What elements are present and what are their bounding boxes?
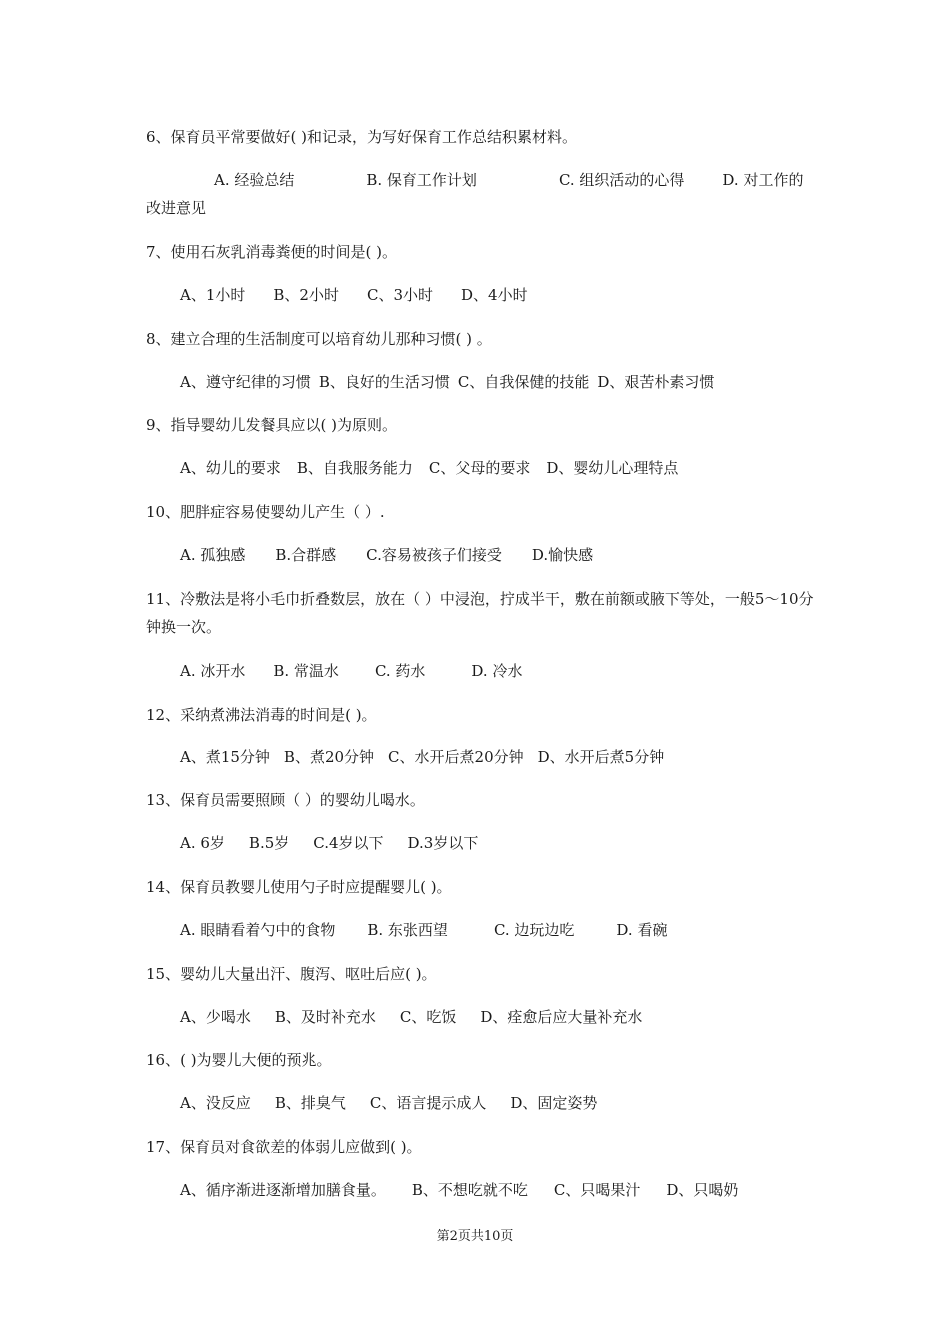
question-17: 17、保育员对食欲差的体弱儿应做到( )。 (146, 1138, 422, 1156)
option-8a: A、遵守纪律的习惯 (180, 373, 311, 391)
question-12: 12、采纳煮沸法消毒的时间是( )。 (146, 706, 377, 724)
option-14d: D. 看碗 (616, 921, 668, 939)
options-8 (180, 368, 820, 396)
option-14a: A. 眼睛看着勺中的食物 (180, 921, 336, 939)
option-15a: A、少喝水 (180, 1008, 251, 1026)
option-14c: C. 边玩边吃 (493, 921, 575, 939)
option-7a: A、1小时 (180, 286, 246, 304)
question-14: 14、保育员教婴儿使用勺子时应提醒婴儿( )。 (146, 878, 452, 896)
option-6b: B. 保育工作计划 (366, 171, 477, 189)
question-8: 8、建立合理的生活制度可以培育幼儿那种习惯( ) 。 (146, 330, 492, 348)
option-8d: D、艰苦朴素习惯 (597, 373, 715, 391)
option-17a: A、循序渐进逐渐增加膳食量。 (180, 1181, 386, 1199)
option-11c: C. 药水 (374, 662, 426, 680)
option-16b: B、排臭气 (274, 1094, 346, 1112)
option-9d: D、婴幼儿心理特点 (546, 459, 679, 477)
options-14 (180, 916, 820, 944)
option-15c: C、吃饭 (399, 1008, 457, 1026)
option-12b: B、煮20分钟 (283, 748, 375, 766)
question-6: 6、保育员平常要做好( )和记录，为写好保育工作总结积累材料。 (146, 128, 578, 146)
page-number-footer: 第2页共10页 (436, 1229, 514, 1244)
question-10: 10、肥胖症容易使婴幼儿产生（ ）. (146, 503, 385, 521)
option-10d: D.愉快感 (531, 546, 594, 564)
options-17 (180, 1176, 820, 1204)
question-11: 11、冷敷法是将小毛巾折叠数层，放在（ ）中浸泡，拧成半干，敷在前额或腋下等处，一般5～10分钟换一次。 (146, 590, 814, 636)
options-11 (180, 657, 820, 685)
option-10c: C.容易被孩子们接受 (366, 546, 502, 564)
option-12a: A、煮15分钟 (180, 748, 270, 766)
question-13: 13、保育员需要照顾（ ）的婴幼儿喝水。 (146, 791, 425, 809)
option-10b: B.合群感 (275, 546, 337, 564)
option-17d: D、只喝奶 (666, 1181, 739, 1199)
option-15d: D、痊愈后应大量补充水 (480, 1008, 643, 1026)
option-13a: A. 6岁 (180, 834, 225, 852)
option-7b: B、2小时 (273, 286, 339, 304)
option-12d: D、水开后煮5分钟 (537, 748, 665, 766)
option-6d: D. 对工作的改进意见 (146, 171, 804, 217)
option-9c: C、父母的要求 (428, 459, 531, 477)
options-9 (180, 454, 820, 482)
option-9b: B、自我服务能力 (296, 459, 413, 477)
option-12c: C、水开后煮20分钟 (388, 748, 524, 766)
option-11a: A. 冰开水 (180, 662, 246, 680)
option-7d: D、4小时 (461, 286, 528, 304)
option-17c: C、只喝果汁 (553, 1181, 641, 1199)
question-15: 15、婴幼儿大量出汗、腹泻、呕吐后应( )。 (146, 965, 437, 983)
option-11b: B. 常温水 (273, 662, 339, 680)
option-16d: D、固定姿势 (510, 1094, 598, 1112)
options-15 (180, 1003, 820, 1031)
options-12 (180, 743, 820, 771)
option-15b: B、及时补充水 (274, 1008, 376, 1026)
option-8c: C、自我保健的技能 (457, 373, 590, 391)
option-16a: A、没反应 (180, 1094, 251, 1112)
option-7c: C、3小时 (366, 286, 433, 304)
option-14b: B. 东张西望 (367, 921, 448, 939)
question-7: 7、使用石灰乳消毒粪便的时间是( )。 (146, 243, 398, 261)
options-13 (180, 829, 820, 857)
option-13c: C.4岁以下 (313, 834, 384, 852)
option-16c: C、语言提示成人 (369, 1094, 487, 1112)
option-13b: B.5岁 (248, 834, 290, 852)
question-9: 9、指导婴幼儿发餐具应以( )为原则。 (146, 416, 398, 434)
option-6a: A. 经验总结 (214, 171, 295, 189)
option-11d: D. 冷水 (471, 662, 523, 680)
options-10 (180, 541, 820, 569)
option-6c: C. 组织活动的心得 (558, 171, 685, 189)
option-17b: B、不想吃就不吃 (411, 1181, 528, 1199)
options-6 (146, 166, 816, 222)
options-16 (180, 1089, 820, 1117)
option-8b: B、良好的生活习惯 (318, 373, 450, 391)
option-9a: A、幼儿的要求 (180, 459, 281, 477)
option-10a: A. 孤独感 (180, 546, 246, 564)
options-7 (180, 281, 820, 309)
option-13d: D.3岁以下 (407, 834, 479, 852)
question-16: 16、( )为婴儿大便的预兆。 (146, 1051, 332, 1069)
